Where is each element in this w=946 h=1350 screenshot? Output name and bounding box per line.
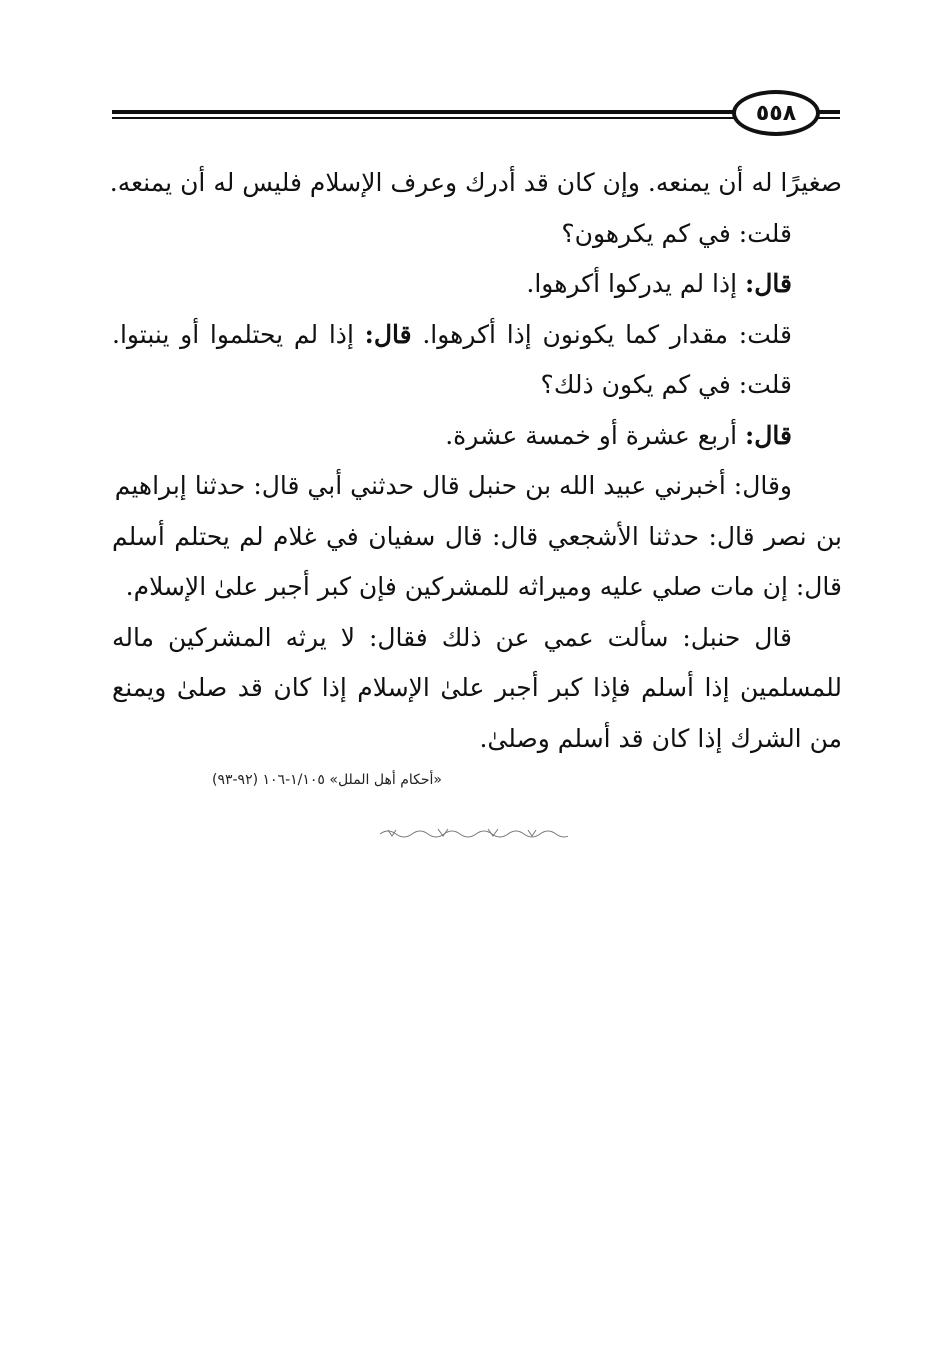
page-number-badge bbox=[732, 90, 820, 136]
line-text: في كم يكرهون؟ bbox=[561, 218, 731, 248]
speaker-label: قلت: bbox=[738, 218, 792, 248]
text-line-8: بن نصر قال: حدثنا الأشجعي قال: قال سفيان في غلام لم يحتلم أسلم bbox=[112, 521, 842, 551]
speaker-label: قلت: bbox=[738, 319, 792, 349]
text-line-6 bbox=[112, 411, 842, 462]
text-line-4 bbox=[112, 310, 842, 361]
line-text: إذا لم يحتلموا أو ينبتوا. bbox=[112, 319, 354, 349]
speaker-label: قال: bbox=[745, 420, 792, 450]
line-text: أربع عشرة أو خمسة عشرة. bbox=[445, 420, 738, 450]
text-line-1: صغيرًا له أن يمنعه. وإن كان قد أدرك وعرف الإسلام فليس له أن يمنعه. bbox=[109, 168, 842, 197]
speaker-label: قلت: bbox=[738, 370, 792, 399]
text-line-5 bbox=[112, 360, 842, 411]
line-text: إذا لم يدركوا أكرهوا. bbox=[526, 269, 738, 298]
text-line-10: قال حنبل: سألت عمي عن ذلك فقال: لا يرثه المشركين ماله bbox=[112, 622, 792, 652]
text-line-12: من الشرك إذا كان قد أسلم وصلىٰ. bbox=[479, 723, 842, 753]
text-line-9: قال: إن مات صلي عليه وميراثه للمشركين فإن كبر أجبر علىٰ الإسلام. bbox=[125, 572, 842, 601]
line-text: في كم يكون ذلك؟ bbox=[540, 370, 731, 399]
source-citation: «أحكام أهل الملل» ١/١٠٥-١٠٦ (٩٢-٩٣) bbox=[211, 772, 442, 788]
text-line-3 bbox=[112, 259, 842, 310]
page-header bbox=[112, 86, 840, 142]
header-rule-thick bbox=[112, 110, 840, 114]
line-text: مقدار كما يكونون إذا أكرهوا. bbox=[422, 319, 729, 349]
speaker-label: قال: bbox=[745, 269, 792, 298]
text-line-11: للمسلمين إذا أسلم فإذا كبر أجبر علىٰ الإسلام إذا كان قد صلىٰ ويمنع bbox=[112, 673, 842, 702]
text-line-7: وقال: أخبرني عبيد الله بن حنبل قال حدثني أبي قال: حدثنا إبراهيم bbox=[114, 471, 792, 500]
page-number: ٥٥٨ bbox=[755, 100, 797, 126]
main-text bbox=[109, 158, 842, 764]
text-line-2 bbox=[112, 209, 842, 260]
header-rule-thin bbox=[112, 117, 840, 119]
speaker-label: قال: bbox=[364, 319, 412, 349]
section-divider-ornament bbox=[378, 824, 568, 840]
